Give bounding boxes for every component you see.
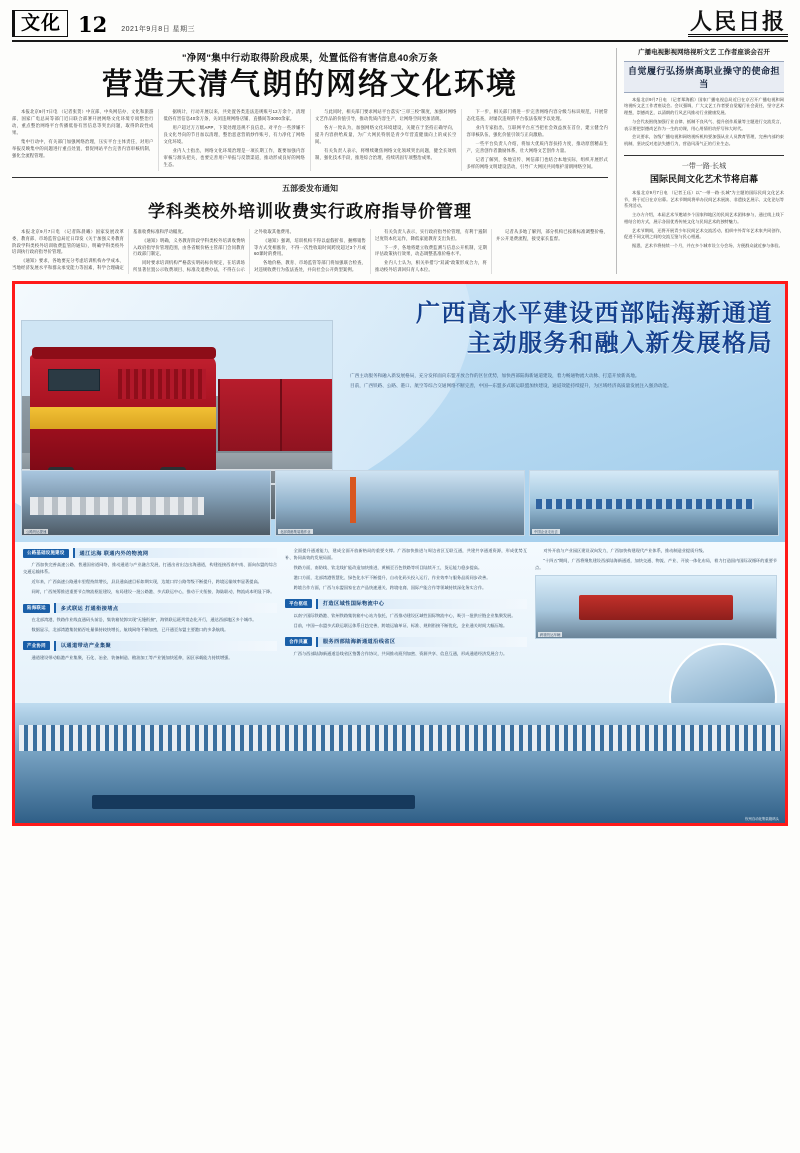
paragraph: 用户超过万万级APP，下架处理违规不良信息。对平台一些涉嫌不良文化导向的节目加以清理，整治恶意营销炒作账号，有力净化了网络文化环境。	[163, 124, 305, 144]
section-band	[285, 599, 527, 609]
masthead	[12, 8, 788, 42]
left-sub-text	[23, 617, 277, 634]
band-tag: 产业协同	[23, 641, 50, 650]
paragraph: 据悉，艺术节将持续一个月，并在多个城市设立分会场，方便群众就近参与体验。	[632, 242, 783, 248]
paragraph: 本报北京9月7日电 （记者陈晨曦）国家发展改革委、教育部、市场监管总局近日印发《关于加强义务教育阶段学科类校外培训收费监管的通知》，明确学科类校外培训执行政府指导价管理。	[12, 228, 124, 255]
lead-article-body	[12, 109, 608, 171]
paragraph: 目前，广西铁路、公路、港口、航空等综合交通网络不断完善，中国—东盟多式联运联盟加快建设，通道效能持续提升，为区域经济高质量发展注入强劲动能。	[350, 383, 672, 389]
photo-container-crane	[275, 470, 525, 536]
paragraph: 本报北京9月7日电 （记者王珏）以"一带一路·长城"为主题的国际民间文化艺术节，将于近日在京启幕。艺术节期间将举办民间艺术展演、非遗技艺展示、文化论坛等系列活动。	[624, 189, 784, 209]
paragraph: 本报北京9月7日电 （记者张贺）中宣部、中央网信办、文化和旅游部、国家广电总局等部门近日联合部署开展网络文化环境专项整治行动，重点整治网络平台传播低俗有害信息等突出问题，取得阶段性成果。	[12, 109, 154, 135]
top-content-zone	[12, 48, 788, 274]
paragraph: 主办方介绍，本届艺术节邀请多个国家和地区的民间艺术团体参与，通过线上线下相结合的方式，展示各国优秀传统文化与民间艺术的独特魅力。	[624, 212, 784, 224]
paragraph: 通道建设带动临港产业集聚，石化、冶金、装备制造、粮油加工等产业链加快延伸，园区承载能力持续增强。	[31, 654, 233, 660]
section-band	[23, 548, 277, 558]
right-column-text	[535, 548, 777, 572]
paragraph: 《通知》强调，培训机构不得以虚假折扣、捆绑销售等方式变相涨价，不得一次性收取时间跨度超过3个月或60课时的费用。	[254, 237, 366, 257]
rail-band-title: 自觉履行弘扬崇高职业操守的使命担当	[624, 61, 784, 93]
paragraph: 各地价格、教育、市场监管等部门将加强联合检查，对违规收费行为依法查处，并向社会公开典型案例。	[254, 260, 366, 273]
cab-window	[48, 369, 100, 391]
hero-title-line2: 主动服务和融入新发展格局	[467, 328, 773, 358]
paragraph: 业内人士指出，网络文化环境治理是一项长期工作，既要加强内容审核与源头把关，也要完善用户举报与反馈渠道，推动形成良好的网络生态。	[163, 147, 305, 167]
paragraph: 业内人士认为，相关举措与"双减"政策形成合力，将推动校外培训回归育人本位。	[375, 260, 487, 273]
paragraph: 同时，广西统筹推进重要节点物流枢纽建设，布局建设一批公路港、多式联运中心，推动干支衔接、海陆联动，物流成本明显下降。	[31, 589, 275, 595]
second-headline: 学科类校外培训收费实行政府指导价管理	[148, 201, 472, 222]
paragraph: 艺术节期间，还将开展青少年民间艺术交流活动，组织中外青年艺术家共同创作，促进不同文明之间的交流互鉴与民心相通。	[624, 227, 784, 240]
photo-cross-border-truck	[535, 575, 777, 639]
middle-column-text	[285, 548, 527, 592]
publication-date: 2021年9月8日 星期三	[121, 26, 196, 33]
paragraph: 有关负责人表示，将继续聚焦网络文化领域突出问题，健全长效机制，强化技术手段，推进综合治理，持续巩固专项整治成果。	[315, 147, 457, 160]
paragraph: "十四五"期间，广西将聚焦建设西部陆海新通道，加快交通、物流、产业、开放一体化布局，着力打造国内国际双循环的重要节点。	[535, 558, 777, 571]
highlighted-advertorial-region	[12, 281, 788, 826]
advertorial-hero	[15, 284, 785, 542]
photo-caption: 中国企业走出去	[534, 530, 558, 535]
left-column-text	[23, 562, 277, 596]
rail-mini-label: 一带一路·长城	[681, 162, 727, 170]
paragraph: 广西与西部陆海新通道沿线省区签署合作协议，共同推动班列加密、资源共享、信息互通，形成通道经济发展合力。	[293, 650, 508, 656]
paragraph: 据统计，行动开展以来，共处置各类违法违规账号12万余个，清理低俗有害信息40余万条，关闭违规网络店铺、直播间等3000余家。	[163, 109, 305, 121]
hero-title-block	[335, 298, 773, 358]
locomotive-stripe	[30, 407, 216, 429]
paragraph: 下一步，相关部门将进一步完善网络内容分级与标识规范，开展常态化巡查，对屡次违规的平台依法依规予以处理。	[466, 109, 608, 121]
middle-third-block	[285, 637, 527, 658]
paragraph: 有关负责人表示，实行政府指导价管理，有利于遏制过度资本化运作，降低家庭教育支出负担。	[375, 228, 487, 241]
rail-body	[624, 97, 784, 148]
band-tag: 陆海联运	[23, 604, 50, 613]
paragraph: 近年来，广西高速公路通车里程持续增长，县县通高速目标如期实现，边境口岸公路等级不断提升，跨境运输效率显著提高。	[31, 579, 262, 585]
photo-caption: 钦州自动化集装箱码头	[745, 817, 779, 822]
paragraph: 以南宁国际铁路港、钦州铁路集装箱中心站为依托，广西推动建设区域性国际物流中心，吸引一批供应链企业集聚发展。	[293, 612, 516, 618]
paragraph: 记者从多地了解到，部分机构已按新标准调整价格，并公开退费流程，接受家长监督。	[496, 228, 608, 241]
section-band	[23, 603, 277, 613]
hero-lead-text	[341, 372, 771, 392]
left-third-text	[23, 655, 277, 662]
band-title: 通江达海 联通内外的物流网	[73, 548, 278, 558]
band-tag: 合作共赢	[285, 637, 312, 646]
photo-port-panorama	[15, 703, 785, 823]
middle-third-text	[285, 651, 527, 658]
advertorial	[15, 284, 785, 823]
second-kicker: 五部委发布通知	[282, 183, 338, 193]
main-columns	[12, 48, 608, 274]
newspaper-logo: 人民日报	[689, 9, 786, 35]
photo-caption: 公路货运提速	[26, 530, 47, 535]
paragraph: 记者了解到，各地宣传、网信部门也结合本地实际，组织开展形式多样的网络文明建设活动，引导广大网民共同维护清朗网络空间。	[466, 156, 608, 169]
divider	[12, 177, 608, 178]
paragraph: 本报北京9月7日电 （记者郑海鸥）国家广播电视总局近日在京召开广播电视和网络视听文艺工作者座谈会。会议强调，广大文艺工作者要自觉履行社会责任，坚守艺术理想，崇德尚艺，以清朗的行风艺风推动行业健康发展。	[624, 96, 784, 116]
paragraph: 全面提升通道能力，建成全面开放新格局的重要支撑。广西加快推进与周边省区互联互通，共建共享通道资源，形成优势互补、协同高效的发展局面。	[285, 548, 528, 561]
band-tag: 公路基础设施建设	[23, 549, 69, 558]
band-title: 以通道带动产业集聚	[54, 641, 277, 651]
lead-kicker: "净网"集中行动取得阶段成果，处置低俗有害信息40余万条	[182, 53, 438, 64]
middle-sub-text	[285, 613, 527, 630]
photo-port-terminal	[529, 470, 779, 536]
section-name: 文化	[12, 10, 68, 37]
lead-headline: 营造天清气朗的网络文化环境	[102, 67, 518, 102]
paragraph: 与会代表围绕加强行业自律、抵制不良风气、提升创作质量等主题进行交流发言，表示要把崇德尚艺作为一生的功课，用心用情用功抒写伟大时代。	[624, 118, 784, 131]
paragraph: 数据显示，北部湾港集装箱吞吐量保持较快增长，航线网络不断加密，已开通至东盟主要港口的多条航线。	[31, 626, 229, 632]
paragraph: 跨境合作方面，广西与东盟国家在农产品快速通关、跨境电商、国际产能合作等领域持续深化务实合作。	[293, 585, 487, 591]
paragraph: 会议要求，各级广播电视和网络视听机构要加强从业人员教育管理，完善内部约束机制，坚决反对违法失德行为，营造风清气正的行业生态。	[624, 134, 784, 147]
paragraph: 对外开放与产业园区建设双向发力，广西加快构建现代产业体系，推动制造业提质升级。	[543, 548, 707, 554]
second-article-body	[12, 229, 608, 275]
photo-caption: 跨境货运车辆	[540, 633, 561, 638]
paragraph: 同时要求培训机构严格落实明码标价规定，在培训场所显著位置公示收费项目、标准及退费办法，不得在公示之外收取其他费用。	[133, 228, 295, 273]
band-title: 打造区域性国际物流中心	[316, 599, 527, 609]
paragraph: 各方一致认为，加强网络文化环境建设，关键在于坚持正确导向，提升内容供给质量，为广大网民特别是青少年营造健康向上的成长空间。	[315, 124, 457, 144]
paragraph: 港口方面，北部湾港智慧化、绿色化水平不断提升，自动化码头投入运行，作业效率与服务品质同步改善。	[293, 575, 491, 581]
band-title: 多式联运 打通衔接堵点	[54, 603, 277, 613]
paragraph: 在北部湾港，铁路作业线直通码头前沿，集装箱装卸实现"无缝衔接"，海铁联运班列常态化开行，通达西部地区多个城市。	[31, 617, 257, 623]
left-third-block	[23, 641, 277, 662]
paragraph: 《通知》要求，各地要充分考虑培训机构办学成本、当地经济发展水平和群众承受能力等因素，科学合理确定基准收费标准和浮动幅度。	[12, 228, 187, 271]
paragraph: 广西主动服务和融入新发展格局，充分发挥面向东盟开放合作的区位优势，加快西部陆海新通道建设，着力畅通物流大动脉、打造开放新高地。	[350, 373, 640, 379]
right-rail	[616, 48, 784, 274]
paragraph: 集中行动中，有关部门加强网络治理，压实平台主体责任，对用户举报反映集中的问题进行重点处置，督促网站平台完善内容审核机制，强化全流程管理。	[12, 138, 154, 158]
divider	[624, 155, 784, 156]
band-title: 服务西部陆海新通道沿线省区	[316, 637, 527, 647]
section-band	[23, 641, 277, 651]
left-sub-block	[23, 603, 277, 634]
paragraph: 下一步，各地将建立收费监测与信息公开机制，定期评估政策执行效果，动态调整基准价格水平。	[375, 244, 487, 257]
photo-caption: 北部湾港集装箱作业	[280, 530, 311, 535]
page-number: 12	[78, 12, 108, 37]
band-tag: 平台枢纽	[285, 599, 312, 608]
photo-strip	[21, 470, 779, 536]
rail-mini-body	[624, 190, 784, 250]
paragraph: 目前，中国—东盟多式联运联运体系日趋完善，跨境运输单证、标准、规则衔接不断优化，企业通关时间大幅压缩。	[293, 622, 508, 628]
paragraph: 《通知》明确，义务教育阶段学科类校外培训收费纳入政府指导价管理范围，由各省级价格主管部门会同教育行政部门制定。	[133, 237, 245, 257]
rail-mini-title: 国际民间文化艺术节将启幕	[649, 174, 758, 185]
paragraph: 铁路方面，南防线、钦北线扩能改造加快推进，黄桶至百色铁路等项目陆续开工，货运能力稳步提高。	[293, 565, 483, 571]
hero-title-line1: 广西高水平建设西部陆海新通道	[416, 298, 773, 328]
freight-wagon	[280, 379, 333, 451]
paragraph: 与此同时，相关部门要求网站平台落实"三审三校"制度，加强对网络文艺作品的价值引导，推动优质内容生产，让网络空间更加清朗。	[315, 109, 457, 121]
paragraph: 业内专家指出，互联网平台应当把社会效益放在首位，建立健全内容审核队伍，强化价值引领与正向激励。	[466, 124, 608, 137]
paragraph: 一些平台负责人介绍，将加大优质内容扶持力度，推动原创精品生产，完善创作者激励体系，壮大网络文艺创作力量。	[466, 140, 608, 153]
locomotive-grill	[118, 369, 206, 399]
middle-sub-block	[285, 599, 527, 630]
locomotive-roof	[32, 347, 216, 359]
rail-kicker: 广播电视影视网络视听文艺 工作者座谈会召开	[638, 49, 770, 56]
photo-highway-freight	[21, 470, 271, 536]
paragraph: 广西加快完善高速公路、普通国省道网络，推动通道与产业融合发展，打通出省出边出海通道，构建连接西南中南、面向东盟的综合交通运输体系。	[23, 562, 278, 575]
advertorial-body	[15, 542, 785, 823]
masthead-left	[12, 10, 195, 37]
section-band	[285, 637, 527, 647]
